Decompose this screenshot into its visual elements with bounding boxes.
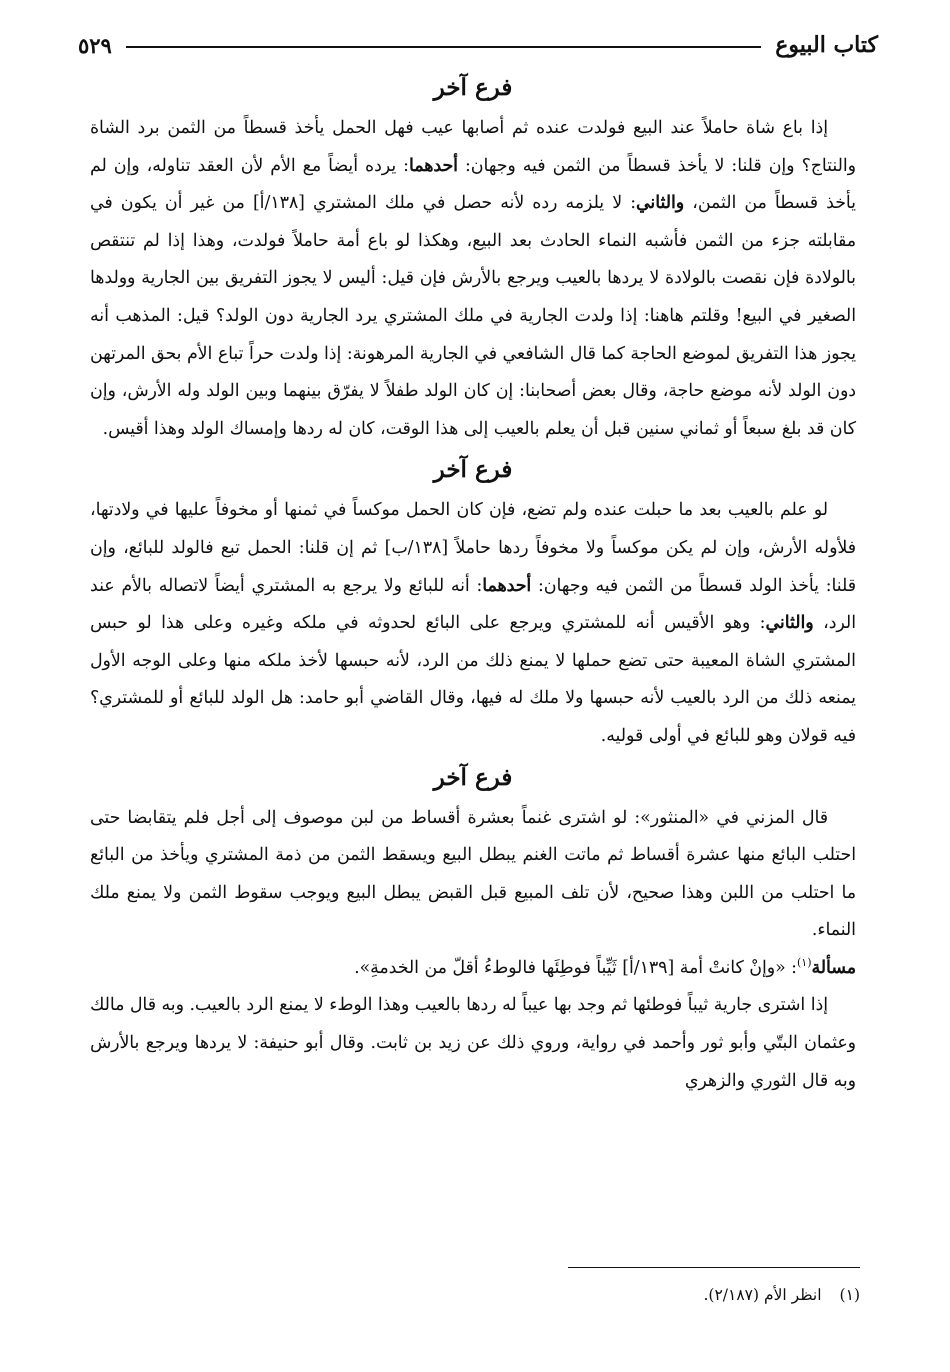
footnote-marker: (١) — [797, 956, 812, 970]
running-header — [78, 28, 878, 62]
section-heading: فرع آخر — [433, 456, 513, 484]
final-paragraph: إذا اشترى جارية ثيباً فوطئها ثم وجد بها عيباً له ردها بالعيب وهذا الوطء لا يمنع الرد بالعيب. وبه قال مالك وعثمان البتّي وأبو ثور وأحمد في رواية، وروي ذلك عن زيد بن ثابت. وقال أبو حنيفة: لا يردها ويرجع بالأرش وبه قال الثوري والزهري — [90, 995, 856, 1091]
footnote-text: انظر الأم (٢/١٨٧). — [703, 1286, 822, 1304]
text-run: إذا باع شاة حاملاً عند البيع فولدت عنده ثم أصابها عيب فهل الحمل يأخذ قسطاً من الثمن برد الشاة والنتاج؟ وإن قلنا: لا يأخذ قسطاً من الثمن فيه وجهان: — [90, 118, 856, 176]
bold-term: والثاني — [636, 193, 685, 214]
section-paragraph — [90, 110, 856, 448]
page-body — [90, 66, 856, 1100]
footnote-number: (١) — [839, 1286, 860, 1304]
page-number: ٥٢٩ — [78, 32, 112, 58]
text-run: : وهو الأقيس أنه للمشتري ويرجع على البائع لحدوثه في ملكه وغيره وعلى هذا لو حبس المشتري الشاة المعيبة حتى تضع حملها لا يمنع ذلك من الرد، لأنه حبسها لأخذ ملكه منها وعلى الوجه الأول يمنعه ذلك من الرد بالعيب لأنه حبسها ولا ملك له فيها، وقال القاضي أبو حامد: هل الولد للبائع أو للمشتري؟ فيه قولان وهو للبائع في أولى قوليه. — [90, 613, 856, 746]
footnote-rule — [568, 1267, 860, 1268]
text-run: : يرده أيضاً مع الأم لأن العقد تناوله، وإن لم يأخذ قسطاً من الثمن، — [90, 155, 856, 214]
bold-term: والثاني — [765, 613, 814, 634]
masala-quote: : «وإنْ كانتْ أمة [١٣٩/أ] ثَيِّباً فوطِئَها فالوطءُ أقلّ من الخدمةِ». — [354, 957, 797, 978]
bold-term: أحدهما — [409, 155, 458, 176]
text-run: : أنه للبائع ولا يرجع به المشتري أيضاً لاتصاله بالأم عند الرد، — [90, 575, 856, 634]
section-heading: فرع آخر — [433, 763, 513, 791]
book-title: كتاب البيوع — [775, 32, 878, 58]
bold-term: أحدهما — [482, 575, 532, 596]
text-run: لو علم بالعيب بعد ما حبلت عنده ولم تضع، فإن كان الحمل موكساً في ثمنها أو مخوفاً عليها في ولادتها، فلأوله الأرش، وإن لم يكن موكساً ولا مخوفاً ردها حاملاً [١٣٨/ب] ثم إن قلنا: الحمل تبع فالولد للبائع، وإن قلنا: يأخذ الولد قسطاً من الثمن فيه وجهان: — [90, 500, 856, 596]
section-heading: فرع آخر — [433, 74, 513, 101]
text-run: قال المزني في «المنثور»: لو اشترى غنماً بعشرة أقساط من لبن موصوف إلى أجل فلم يتقابضا حتى احتلب البائع منها عشرة أقساط ثم ماتت الغنم يبطل البيع ويسقط الثمن من ذمة المشتري ويأخذ من البائع ما احتلب من اللبن وهذا صحيح، لأن تلف المبيع قبل القبض يبطل البيع ويوجب سقوط الثمن ولا يمنع ملك النماء. — [90, 807, 856, 941]
footnote — [420, 1282, 860, 1308]
text-run: : لا يلزمه رده لأنه حصل في ملك المشتري [١٣٨/أ] من غير أن يكون في مقابلته جزء من الثمن فأشبه النماء الحادث بعد البيع، وهكذا لو باع أمة حاملاً فولدت، وهذا إذا لم تنتقص بالولادة فإن نقصت بالولادة لا يردها بالعيب ويرجع بالأرش فإن قيل: أليس لا يجوز التفريق بين الجارية وولدها الصغير في البيع! وقلتم هاهنا: إذا ولدت الجارية في ملك المشتري يرد الجارية دون الولد؟ قيل: المذهب أنه يجوز هذا التفريق لموضع الحاجة كما قال الشافعي في الجارية المرهونة: إذا ولدت حراً تباع الأم بحق المرتهن دون الولد لأنه موضع حاجة، وقال بعض أصحابنا: إن كان الولد طفلاً لا يفرّق بينهما وبين الولد وله الأرش، وإن كان قد بلغ سبعاً أو ثماني سنين قبل أن يعلم بالعيب إلى هذا الوقت، كان له ردها وإمساك الولد وهذا أقيس. — [90, 193, 856, 439]
section-paragraph — [90, 800, 856, 950]
masala-label: مسألة — [811, 957, 856, 978]
section-paragraph — [90, 492, 856, 755]
masala-line — [90, 950, 856, 988]
header-rule — [126, 46, 761, 48]
